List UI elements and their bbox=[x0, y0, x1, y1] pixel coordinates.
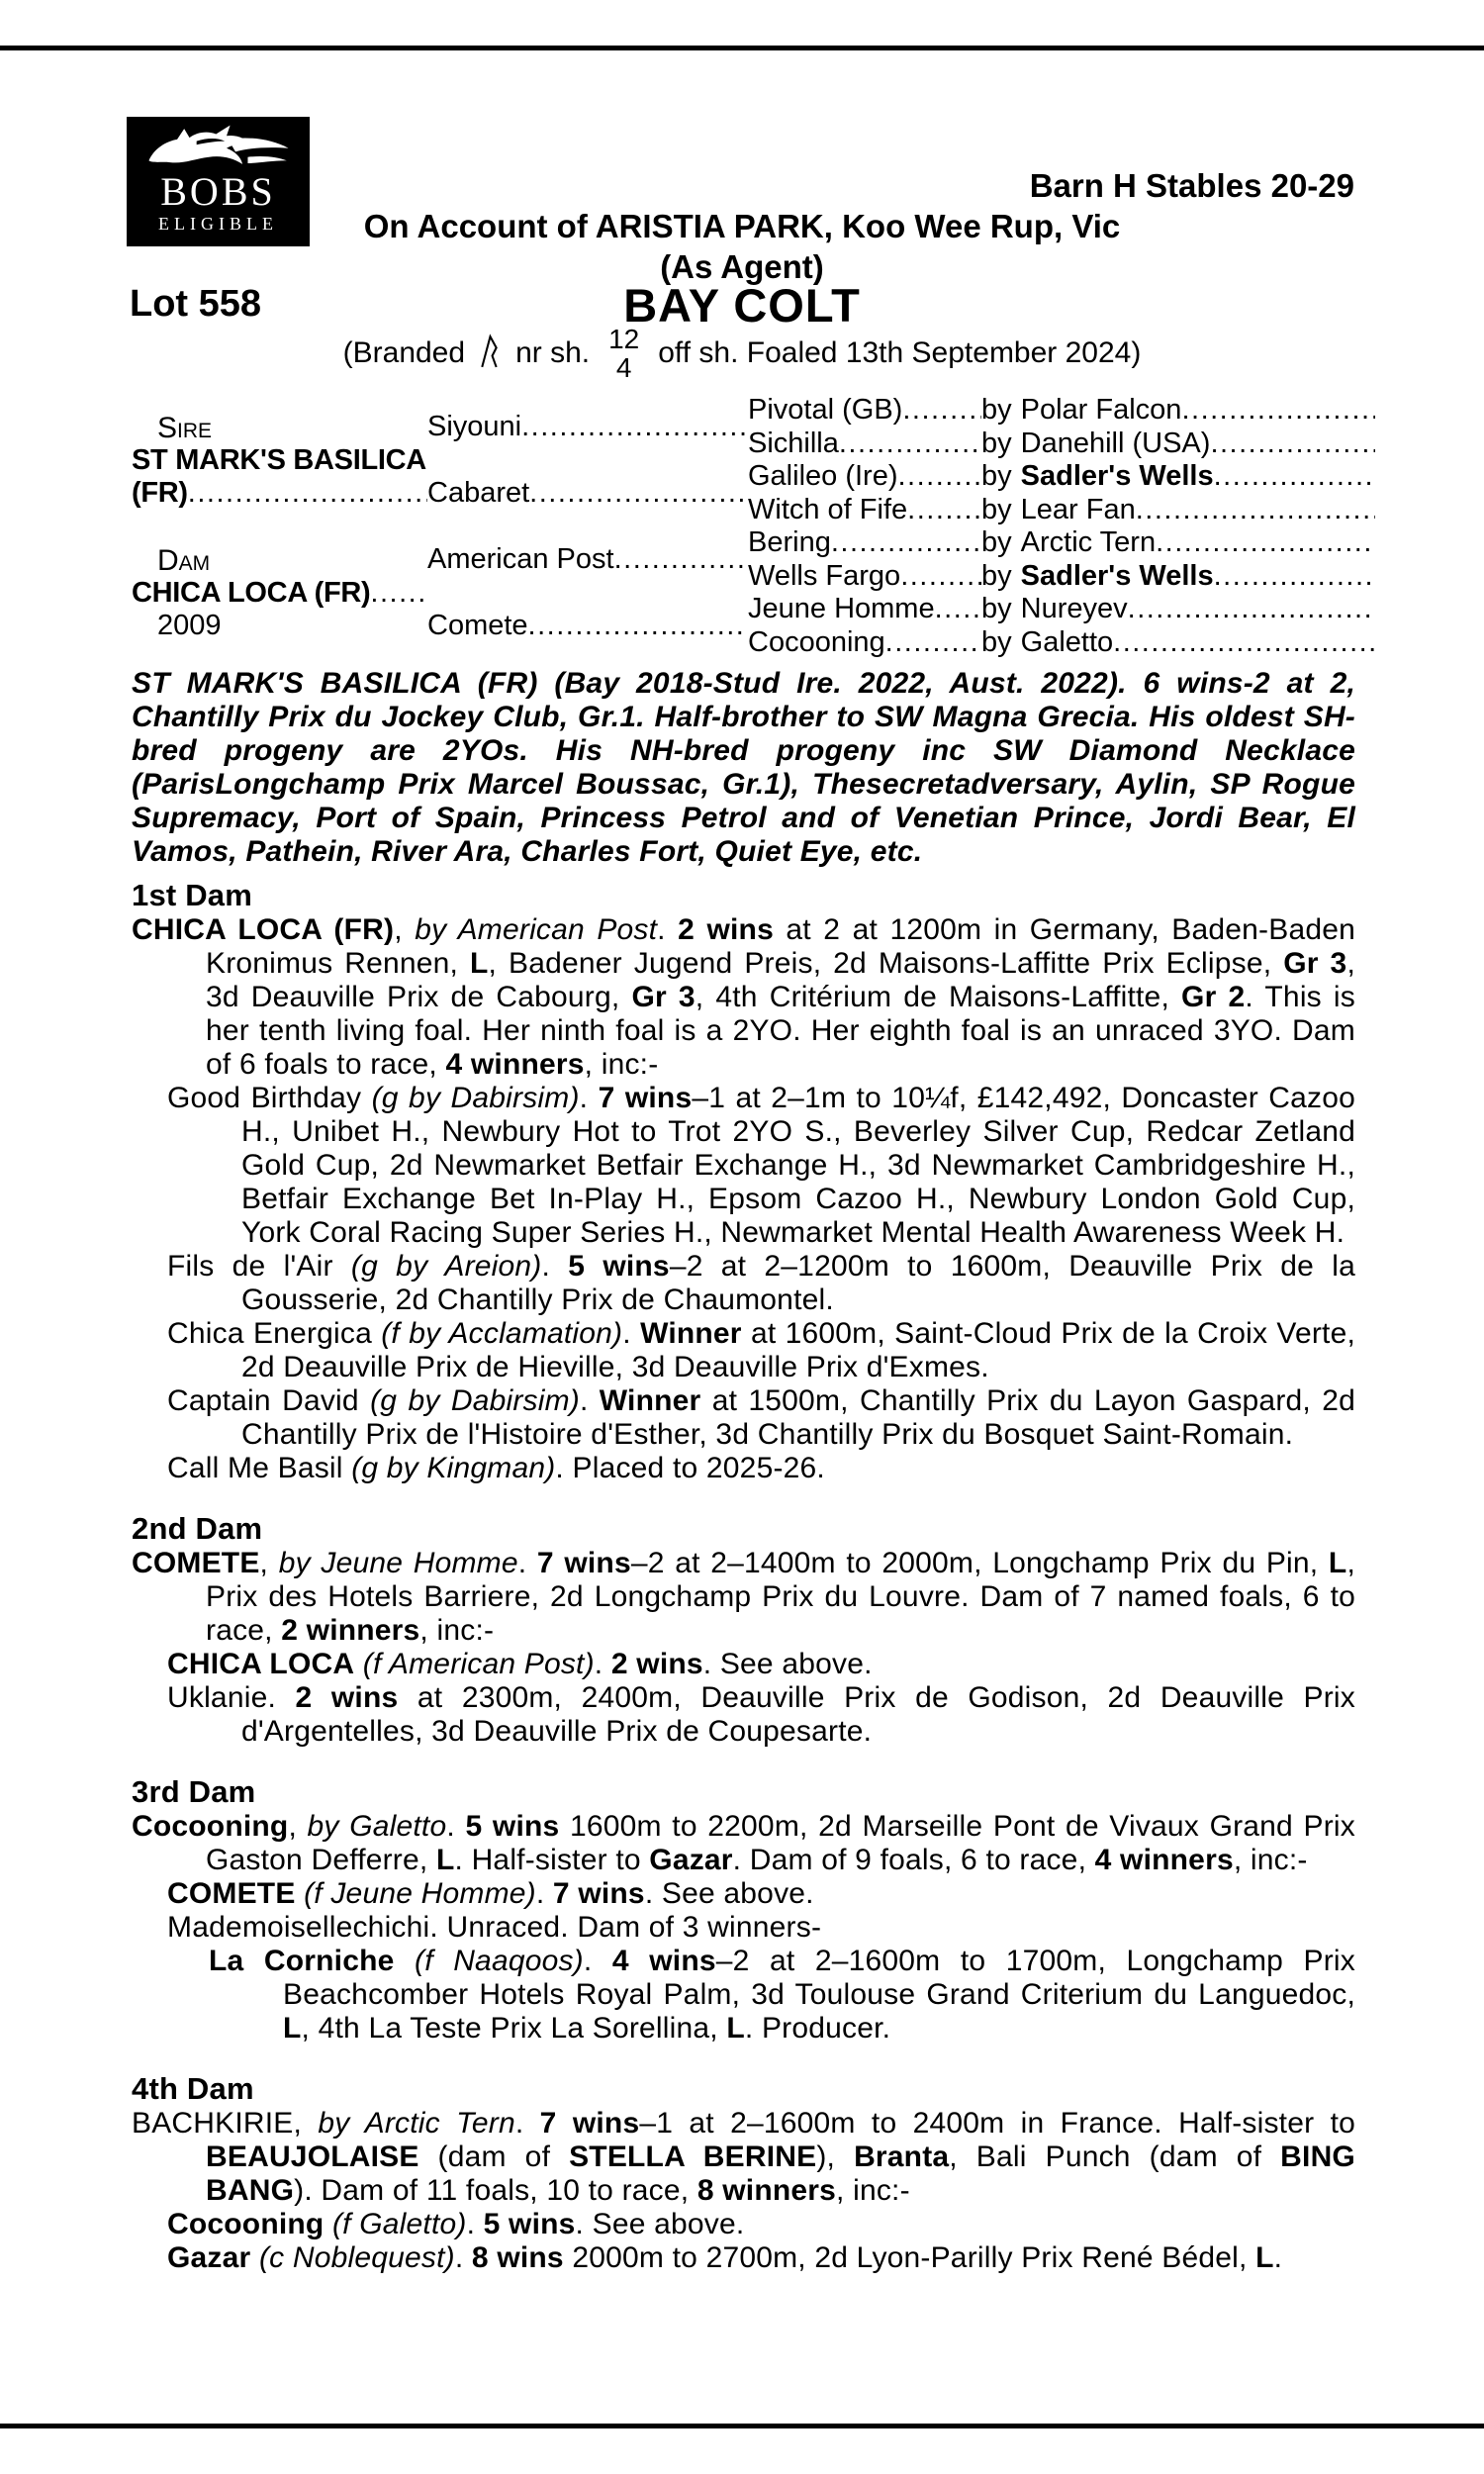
dam-label: Dam bbox=[157, 543, 211, 577]
gen3-sire: Sadler's Wells bbox=[1020, 460, 1214, 493]
gen3-name-cell bbox=[748, 560, 981, 593]
gen3-name-cell bbox=[748, 394, 981, 427]
gen3-name-cell bbox=[748, 494, 981, 526]
dot-leader bbox=[1136, 494, 1375, 526]
pedigree-entry: BACHKIRIE, by Arctic Tern. 7 wins–1 at 2–1600m to 2400m in France. Half-sister to BEAUJOLAISE (dam of STELLA BERINE), Branta, Bali Punch (dam of BING BANG). Dam of 11 foals, 10 to race, 8 winners, inc:- bbox=[132, 2107, 1356, 2207]
gen2-dam-of-dam bbox=[427, 593, 748, 659]
pedigree-row bbox=[748, 593, 1375, 626]
sire-name: ST MARK'S BASILICA bbox=[132, 443, 426, 476]
by-label: by bbox=[981, 493, 1012, 525]
pedigree-entry: Cocooning, by Galetto. 5 wins 1600m to 2200m, 2d Marseille Pont de Vivaux Grand Prix Gaston Defferre, L. Half-sister to Gazar. Dam of 9 foals, 6 to race, 4 winners, inc:- bbox=[132, 1810, 1355, 1876]
catalogue-body bbox=[132, 667, 1355, 2275]
dot-leader bbox=[907, 494, 981, 526]
branded-near-shoulder: nr sh. bbox=[515, 336, 591, 369]
gen3-sire-cell bbox=[981, 460, 1375, 493]
brand-denominator: 4 bbox=[615, 352, 632, 383]
section-entries bbox=[132, 1547, 1355, 1749]
gen3-name-cell bbox=[748, 626, 981, 659]
gen3-name: Wells Fargo bbox=[748, 559, 901, 592]
gen2-name: Comete bbox=[427, 610, 528, 641]
gen3-sire-cell bbox=[981, 593, 1375, 625]
sire-label: Sire bbox=[157, 411, 213, 444]
sire-suffix-line bbox=[132, 477, 427, 510]
gen2-dam-of-sire bbox=[427, 460, 748, 526]
gen3-sire: Arctic Tern bbox=[1020, 526, 1157, 559]
pedigree-entry: Chica Energica (f by Acclamation). Winner at 1600m, Saint-Cloud Prix de la Croix Verte, 2d Deauville Prix de Hieville, 3d Deauville Prix d'Exmes. bbox=[167, 1317, 1356, 1383]
gen3-name: Bering bbox=[748, 526, 831, 559]
bottom-rule bbox=[0, 2424, 1484, 2428]
pedigree-entry: Cocooning (f Galetto). 5 wins. See above. bbox=[167, 2208, 745, 2240]
gen3-sire-cell bbox=[981, 526, 1375, 559]
gen3-name: Sichilla bbox=[748, 427, 839, 459]
dot-leader bbox=[1156, 526, 1375, 559]
dot-leader bbox=[1214, 460, 1375, 493]
dot-leader bbox=[188, 477, 427, 510]
gen3-name-cell bbox=[748, 460, 981, 493]
lot-number: Lot 558 bbox=[130, 283, 262, 325]
pedigree-entry: Good Birthday (g by Dabirsim). 7 wins–1 at 2–1m to 10¼f, £142,492, Doncaster Cazoo H., Unibet H., Newbury Hot to Trot 2YO S., Beverley Silver Cup, Redcar Zetland Gold Cup, 2d Newmarket Betfair Exchange H., 3d Newmarket Cambridgeshire H., Betfair Exchange Bet In-Play H., Epsom Cazoo H., Newbury London Gold Cup, York Coral Racing Super Series H., Newmarket Mental Health Awareness Week H. bbox=[167, 1082, 1356, 1249]
brand-numerator: 12 bbox=[608, 324, 640, 354]
branded-line bbox=[0, 325, 1484, 382]
pedigree-table bbox=[132, 394, 1375, 659]
brand-numbers bbox=[608, 325, 639, 382]
by-label: by bbox=[981, 526, 1012, 559]
gen3-sire-cell bbox=[981, 428, 1375, 460]
gen2-name: Cabaret bbox=[427, 477, 530, 509]
dam-cell bbox=[132, 526, 427, 659]
gen3-sire-cell bbox=[981, 394, 1375, 427]
section-heading: 4th Dam bbox=[132, 2071, 254, 2106]
gen3-sire: Lear Fan bbox=[1020, 493, 1136, 525]
section-entries bbox=[132, 2107, 1355, 2275]
pedigree-entry: Uklanie. 2 wins at 2300m, 2400m, Deauville Prix de Godison, 2d Deauville Prix d'Argentelles, 3d Deauville Prix de Coupesarte. bbox=[167, 1681, 1355, 1748]
dot-leader bbox=[528, 610, 748, 642]
dot-leader bbox=[885, 626, 981, 659]
pedigree-row bbox=[748, 394, 1375, 428]
gen3-name-cell bbox=[748, 593, 981, 625]
dot-leader bbox=[1210, 428, 1375, 460]
dot-leader bbox=[898, 460, 982, 493]
gen3-name: Jeune Homme bbox=[748, 593, 935, 625]
gen3-name-cell bbox=[748, 428, 981, 460]
gen3-sire: Nureyev bbox=[1020, 593, 1128, 625]
vendor-line: On Account of ARISTIA PARK, Koo Wee Rup, Vic bbox=[363, 208, 1121, 244]
gen3-sire: Danehill (USA) bbox=[1020, 427, 1211, 459]
pedigree-entry: La Corniche (f Naaqoos). 4 wins–2 at 2–1600m to 1700m, Longchamp Prix Beachcomber Hotels Royal Palm, 3d Toulouse Grand Criterium du Languedoc, L, 4th La Teste Prix La Sorellina, L. Producer. bbox=[209, 1945, 1355, 2045]
logo-text-bobs: BOBS bbox=[160, 169, 276, 214]
dot-leader bbox=[1214, 560, 1375, 593]
by-label: by bbox=[981, 559, 1012, 592]
by-label: by bbox=[981, 593, 1012, 625]
pedigree-row bbox=[748, 428, 1375, 461]
gen3-sire-cell bbox=[981, 494, 1375, 526]
pedigree-row bbox=[748, 626, 1375, 660]
dot-leader bbox=[831, 526, 981, 559]
pedigree-entry: Fils de l'Air (g by Areion). 5 wins–2 at 2–1200m to 1600m, Deauville Prix de la Gousserie, 2d Chantilly Prix de Chaumontel. bbox=[167, 1250, 1356, 1316]
by-label: by bbox=[981, 394, 1012, 427]
pedigree-row bbox=[748, 494, 1375, 527]
dam-section bbox=[132, 2070, 1355, 2275]
section-entries bbox=[132, 913, 1355, 1485]
dot-leader bbox=[1128, 593, 1375, 625]
dam-name: CHICA LOCA (FR) bbox=[132, 576, 371, 609]
dot-leader bbox=[1113, 626, 1375, 659]
gen3-sire-cell bbox=[981, 560, 1375, 593]
pedigree-entry: Mademoisellechichi. Unraced. Dam of 3 winners- bbox=[167, 1911, 822, 1944]
pedigree-entry: Captain David (g by Dabirsim). Winner at 1500m, Chantilly Prix du Layon Gaspard, 2d Chantilly Prix de l'Histoire d'Esther, 3d Chantilly Prix du Bosquet Saint-Romain. bbox=[167, 1384, 1355, 1451]
section-heading: 1st Dam bbox=[132, 878, 253, 912]
pedigree-row bbox=[748, 560, 1375, 594]
gen3-name: Galileo (Ire) bbox=[748, 460, 898, 493]
pedigree-entry: COMETE, by Jeune Homme. 7 wins–2 at 2–1400m to 2000m, Longchamp Prix du Pin, L, Prix des Hotels Barriere, 2d Longchamp Prix du Louvre. Dam of 7 named foals, 6 to race, 2 winners, inc:- bbox=[132, 1547, 1355, 1647]
logo-text-eligible: ELIGIBLE bbox=[158, 214, 278, 234]
pedigree-entry: CHICA LOCA (FR), by American Post. 2 wins at 2 at 1200m in Germany, Baden-Baden Kronimus Rennen, L, Badener Jugend Preis, 2d Maisons-Laffitte Prix Eclipse, Gr 3, 3d Deauville Prix de Cabourg, Gr 3, 4th Critérium de Maisons-Laffitte, Gr 2. This is her tenth living foal. Her ninth foal is a 2YO. Her eighth foal is an unraced 3YO. Dam of 6 foals to race, 4 winners, inc:- bbox=[132, 913, 1355, 1081]
dot-leader bbox=[1181, 394, 1375, 427]
dot-leader bbox=[900, 560, 981, 593]
pedigree-entry: COMETE (f Jeune Homme). 7 wins. See above. bbox=[167, 1877, 814, 1910]
dam-section bbox=[132, 877, 1355, 1485]
dot-leader bbox=[529, 477, 748, 510]
dam-name-line bbox=[132, 577, 427, 610]
horse-head-icon bbox=[143, 122, 294, 171]
section-heading: 2nd Dam bbox=[132, 1511, 263, 1546]
dam-section bbox=[132, 1773, 1355, 2046]
gen3-name-cell bbox=[748, 526, 981, 559]
dot-leader bbox=[521, 411, 748, 443]
branded-prefix: (Branded bbox=[342, 336, 466, 369]
section-heading: 3rd Dam bbox=[132, 1774, 256, 1809]
dam-sections bbox=[132, 877, 1355, 2275]
gen2-sire-of-sire bbox=[427, 394, 748, 460]
dot-leader bbox=[614, 543, 748, 576]
gen3-sire: Polar Falcon bbox=[1020, 394, 1182, 427]
gen2-name: Siyouni bbox=[427, 411, 522, 442]
pedigree-row bbox=[748, 526, 1375, 560]
by-label: by bbox=[981, 460, 1012, 493]
pedigree-entry: Gazar (c Noblequest). 8 wins 2000m to 2700m, 2d Lyon-Parilly Prix René Bédel, L. bbox=[167, 2241, 1283, 2274]
dot-leader bbox=[935, 593, 981, 625]
pedigree-row bbox=[748, 460, 1375, 494]
gen3-name: Pivotal (GB) bbox=[748, 394, 903, 427]
by-label: by bbox=[981, 625, 1012, 658]
section-entries bbox=[132, 1810, 1355, 2046]
gen2-name: American Post bbox=[427, 543, 614, 575]
dam-year: 2009 bbox=[157, 609, 222, 641]
gen3-name: Cocooning bbox=[748, 625, 885, 658]
top-rule bbox=[0, 46, 1484, 50]
gen3-sire-cell bbox=[981, 626, 1375, 659]
gen3-sire: Sadler's Wells bbox=[1020, 559, 1214, 592]
sire-suffix: (FR) bbox=[132, 476, 188, 509]
branded-suffix: off sh. Foaled 13th September 2024) bbox=[658, 336, 1142, 369]
dot-leader bbox=[370, 577, 427, 610]
pedigree-entry: Call Me Basil (g by Kingman). Placed to 2025-26. bbox=[167, 1452, 825, 1484]
sire-cell bbox=[132, 394, 427, 526]
gen2-sire-of-dam bbox=[427, 526, 748, 593]
by-label: by bbox=[981, 427, 1012, 459]
agent-line: (As Agent) bbox=[660, 248, 824, 285]
dot-leader bbox=[902, 394, 981, 427]
dam-section bbox=[132, 1510, 1355, 1749]
pedigree-entry: CHICA LOCA (f American Post). 2 wins. See above. bbox=[167, 1648, 873, 1680]
gen3-name: Witch of Fife bbox=[748, 493, 908, 525]
horse-title: BAY COLT bbox=[623, 279, 861, 332]
brand-mark-icon bbox=[478, 333, 503, 370]
sire-description: ST MARK'S BASILICA (FR) (Bay 2018-Stud Ire. 2022, Aust. 2022). 6 wins-2 at 2, Chantilly Prix du Jockey Club, Gr.1. Half-brother to SW Magna Grecia. His oldest SH-bred progeny are 2YOs. His NH-bred progeny inc SW Diamond Necklace (ParisLongchamp Prix Marcel Boussac, Gr.1), Thesecretadversary, Aylin, SP Rogue Supremacy, Port of Spain, Princess Petrol and of Venetian Prince, Jordi Bear, El Vamos, Pathein, River Ara, Charles Fort, Quiet Eye, etc. bbox=[132, 667, 1355, 868]
barn-info: Barn H Stables 20-29 bbox=[1029, 167, 1354, 204]
dot-leader bbox=[839, 428, 981, 460]
gen3-sire: Galetto bbox=[1020, 625, 1114, 658]
